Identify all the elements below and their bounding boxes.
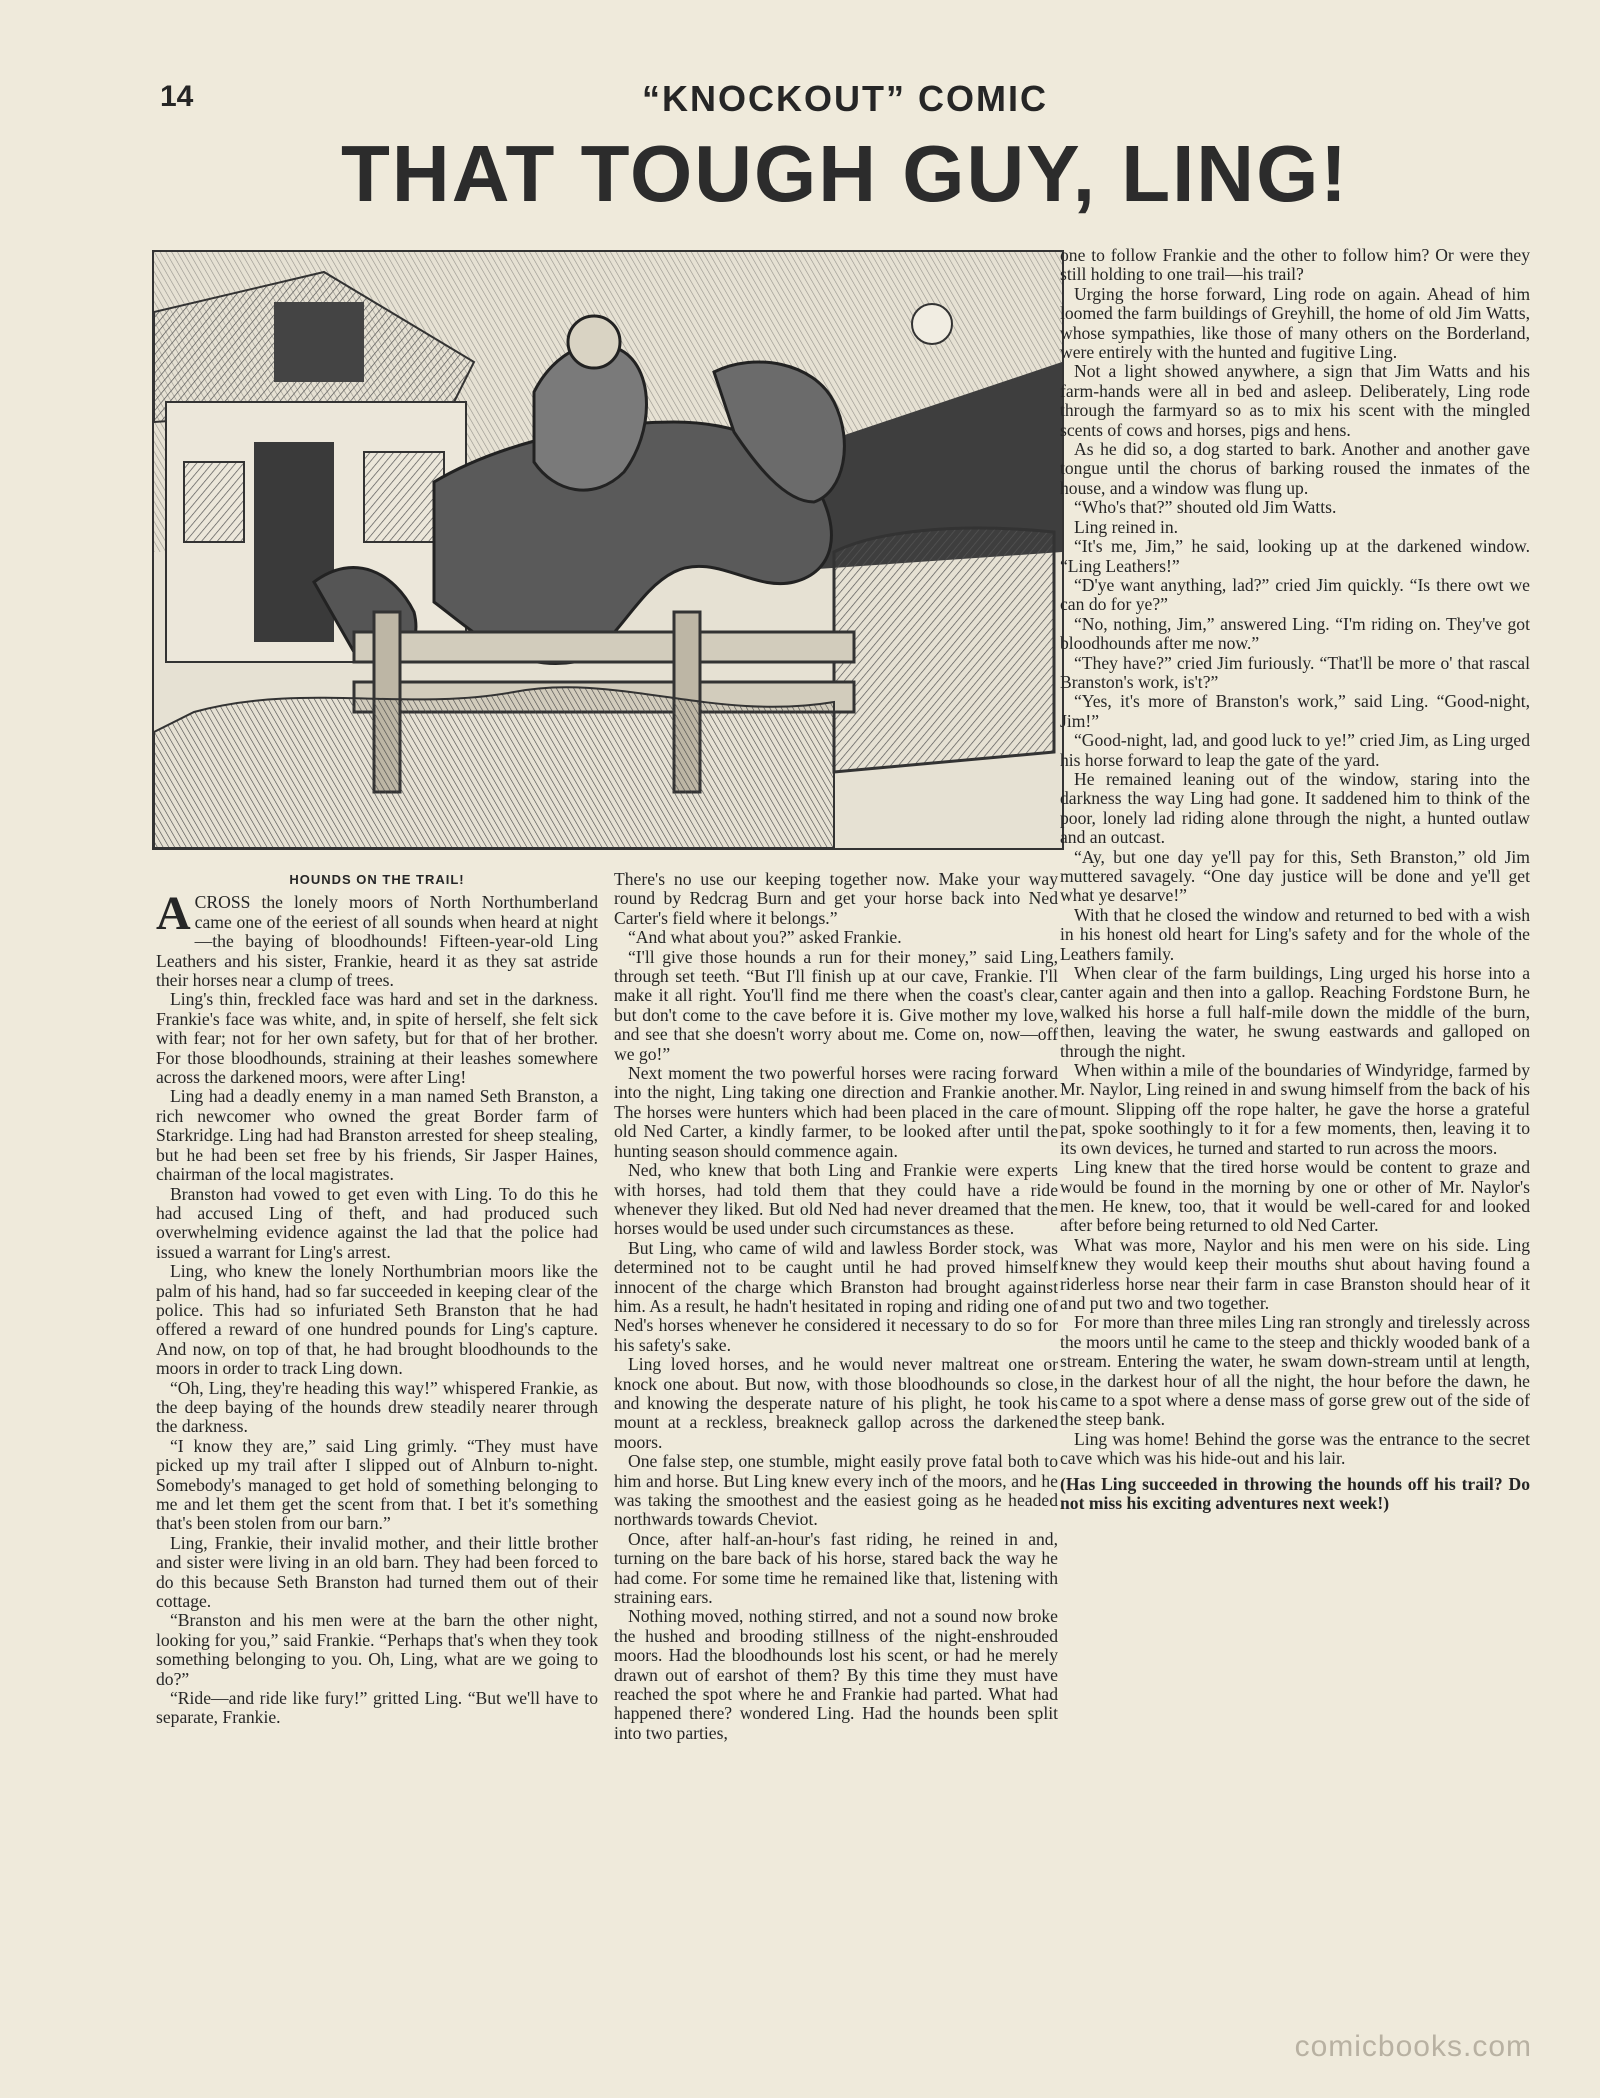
paragraph: “Yes, it's more of Branston's work,” said Ling. “Good-night, Jim!”	[1060, 691, 1530, 731]
text-column-3	[1060, 246, 1530, 1513]
paragraph: Branston had vowed to get even with Ling. To do this he had accused Ling of theft, and had produced such overwhelming evidence against the lad that the police had issued a warrant for Ling's arrest.	[156, 1183, 598, 1262]
paragraph: Ling was home! Behind the gorse was the entrance to the secret cave which was his hide-out and his lair.	[1060, 1428, 1530, 1469]
paragraph: Nothing moved, nothing stirred, and not a sound now broke the hushed and brooding stillness of the night-enshrouded moors. Had the bloodhounds lost his scent, or had he merely drawn out of earshot of them? By this time they must have reached the spot where he and Frankie had parted. What had happened there? wondered Ling. Had the hounds been split into two parties,	[614, 1606, 1058, 1743]
paragraph: With that he closed the window and returned to bed with a wish in his honest old heart for Ling's safety and for the whole of the Leathers family.	[1060, 904, 1530, 964]
text-column-1	[156, 870, 598, 1728]
paragraph: Urging the horse forward, Ling rode on again. Ahead of him loomed the farm buildings of Greyhill, the home of old Jim Watts, whose sympathies, like those of many others on the Borderland, were entirely with the hunted and fugitive Ling.	[1060, 283, 1530, 363]
page-header	[160, 78, 1530, 122]
paragraph: “And what about you?” asked Frankie.	[628, 927, 902, 948]
paragraph: “Who's that?” shouted old Jim Watts.	[1074, 497, 1337, 518]
paragraph: Ling, who knew the lonely Northumbrian moors like the palm of his hand, had so far succeeded in keeping clear of the police. This had so infuriated Seth Branston that he had offered a reward of one hundred pounds for Ling's capture. And now, on top of that, he had brought bloodhounds to the moors in order to track Ling down.	[156, 1261, 598, 1379]
paragraph: “It's me, Jim,” he said, looking up at the darkened window. “Ling Leathers!”	[1060, 536, 1530, 576]
paragraph: As he did so, a dog started to bark. Another and another gave tongue until the chorus of barking roused the inmates of the house, and a window was flung up.	[1060, 439, 1530, 498]
next-week-teaser: (Has Ling succeeded in throwing the hounds off his trail? Do not miss his exciting adventures next week!)	[1060, 1473, 1530, 1513]
paragraph: “I'll give those hounds a run for their money,” said Ling, through set teeth. “But I'll finish up at our cave, Frankie. I'll make it all right. You'll find me there when the coast's clear, but don't come to the cave before it is. Give mother my love, and see that she doesn't worry about me. Come on, now—off we go!”	[614, 946, 1058, 1064]
drop-cap: A	[156, 887, 191, 941]
magazine-name: “KNOCKOUT” COMIC	[642, 78, 1048, 119]
story-illustration	[152, 250, 1064, 850]
paragraph: When within a mile of the boundaries of Windyridge, farmed by Mr. Naylor, Ling reined in and swung himself from the back of his mount. Slipping off the rope halter, he gave the horse a grateful pat, spoke soothingly to it for a few moments, then, leaving it to its own devices, he turned and started to run across the moors.	[1060, 1060, 1530, 1158]
paragraph: He remained leaning out of the window, staring into the darkness the way Ling had gone. It saddened him to think of the poor, lonely lad riding alone through the night, a hunted outlaw and an outcast.	[1060, 768, 1530, 848]
paragraph: Ling reined in.	[1074, 516, 1179, 537]
paragraph: Ned, who knew that both Ling and Frankie were experts with horses, had told them that they could have a ride whenever they liked. But old Ned had never dreamed that the horses would be used under such circumstances as these.	[614, 1160, 1058, 1239]
paragraph: “Ride—and ride like fury!” gritted Ling. “But we'll have to separate, Frankie.	[156, 1688, 598, 1728]
paragraph: “Ay, but one day ye'll pay for this, Seth Branston,” old Jim muttered savagely. “One day justice will be done and ye'll get what ye desarve!”	[1060, 846, 1530, 906]
paragraph: There's no use our keeping together now. Make your way round by Redcrag Burn and get your horse back into Ned Carter's field where it belongs.”	[614, 869, 1058, 928]
paragraph: “I know they are,” said Ling grimly. “They must have picked up my trail after I slipped out of Alnburn to-night. Somebody's managed to get hold of something belonging to me and let them get the scent from that. I bet it's something that's been stolen from our barn.”	[156, 1435, 598, 1534]
paragraph: ACROSS the lonely moors of North Northumberland came one of the eeriest of all sounds when heard at night—the baying of bloodhounds! Fifteen-year-old Ling Leathers and his sister, Frankie, heard it as they sat astride their horses near a clump of trees.	[156, 887, 598, 991]
paragraph: Once, after half-an-hour's fast riding, he reined in and, turning on the bare back of his horse, stared back the way he had come. For some time he remained like that, listening with straining ears.	[614, 1528, 1058, 1608]
site-watermark: comicbooks.com	[1294, 2030, 1532, 2063]
paragraph: “Good-night, lad, and good luck to ye!” cried Jim, as Ling urged his horse forward to leap the gate of the yard.	[1060, 730, 1530, 770]
paragraph: What was more, Naylor and his men were on his side. Ling knew they would keep their mouths shut about having found a riderless horse near their farm in case Branston should hear of it and put two and two together.	[1060, 1234, 1530, 1313]
paragraph: Next moment the two powerful horses were racing forward into the night, Ling taking one direction and Frankie another. The horses were hunters which had been placed in the care of old Ned Carter, a kindly farmer, to be looked after until the hunting season should commence again.	[614, 1063, 1058, 1161]
paragraph: “Oh, Ling, they're heading this way!” whispered Frankie, as the deep baying of the hounds drew steadily nearer through the darkness.	[156, 1377, 598, 1437]
page-number: 14	[160, 80, 194, 113]
paragraph: For more than three miles Ling ran strongly and tirelessly across the moors until he came to the steep and thickly wooded bank of a stream. Entering the water, he swam down-stream until at length, in the darkest hour of all the night, the hour before the dawn, he came to a spot where a dense mass of gorse grew out of the side of the steep bank.	[1060, 1312, 1530, 1430]
paragraph: When clear of the farm buildings, Ling urged his horse into a canter again and then into a gallop. Reaching Fordstone Burn, he walked his horse a full half-mile down the middle of the burn, then, leaving the water, he swung eastwards and galloped on through the night.	[1060, 963, 1530, 1061]
paragraph: Ling, Frankie, their invalid mother, and their little brother and sister were living in an old barn. They had been forced to do this because Seth Branston had turned them out of their cottage.	[156, 1532, 598, 1612]
text-column-2	[614, 870, 1058, 1743]
section-heading: HOUNDS ON THE TRAIL!	[289, 872, 465, 887]
paragraph: Ling knew that the tired horse would be content to graze and would be found in the morning by one or other of Mr. Naylor's men. He knew, too, that it would be well-cared for and looked after before being returned to old Ned Carter.	[1060, 1157, 1530, 1236]
paragraph: “No, nothing, Jim,” answered Ling. “I'm riding on. They've got bloodhounds after me now.”	[1060, 613, 1530, 654]
paragraph: One false step, one stumble, might easily prove fatal both to him and horse. But Ling knew every inch of the moors, and he was taking the smoothest and the easiest going as he headed northwards towards Cheviot.	[614, 1451, 1058, 1530]
paragraph: Not a light showed anywhere, a sign that Jim Watts and his farm-hands were all in bed and asleep. Deliberately, Ling rode through the farmyard so as to mix his scent with the mingled scents of cows and horses, pigs and hens.	[1060, 361, 1530, 440]
paragraph: But Ling, who came of wild and lawless Border stock, was determined not to be caught until he had proved himself innocent of the charge which Branston had brought against him. As a result, he hadn't hesitated in roping and riding one of Ned's horses whenever he considered it necessary to do so for his safety's sake.	[614, 1237, 1058, 1355]
paragraph: Ling had a deadly enemy in a man named Seth Branston, a rich newcomer who owned the great Border farm of Starkridge. Ling had had Branston arrested for sheep stealing, but he had been set free by his friends, Sir Jasper Haines, chairman of the local magistrates.	[156, 1086, 598, 1185]
paragraph: “D'ye want anything, lad?” cried Jim quickly. “Is there owt we can do for ye?”	[1060, 574, 1530, 615]
rider-on-horse-leaping-gate-icon	[154, 252, 1062, 848]
paragraph: “They have?” cried Jim furiously. “That'll be more o' that rascal Branston's work, is't?”	[1060, 652, 1530, 692]
paragraph: Ling's thin, freckled face was hard and set in the darkness. Frankie's face was white, and, in spite of herself, she felt sick with fear; not for her own safety, but for that of her brother. For those bloodhounds, straining at their leashes somewhere across the darkened moors, were after Ling!	[156, 989, 598, 1088]
story-headline: THAT TOUGH GUY, LING!	[341, 129, 1349, 218]
paragraph: one to follow Frankie and the other to follow him? Or were they still holding to one trail—his trail?	[1060, 245, 1530, 285]
paragraph: Ling loved horses, and he would never maltreat one or knock one about. But now, with those bloodhounds so close, and knowing the desperate nature of his plight, he took his mount at a reckless, breakneck gallop across the darkened moors.	[614, 1354, 1058, 1452]
paragraph: “Branston and his men were at the barn the other night, looking for you,” said Frankie. “Perhaps that's when they took something belonging to you. Oh, Ling, what are we going to do?”	[156, 1610, 598, 1689]
